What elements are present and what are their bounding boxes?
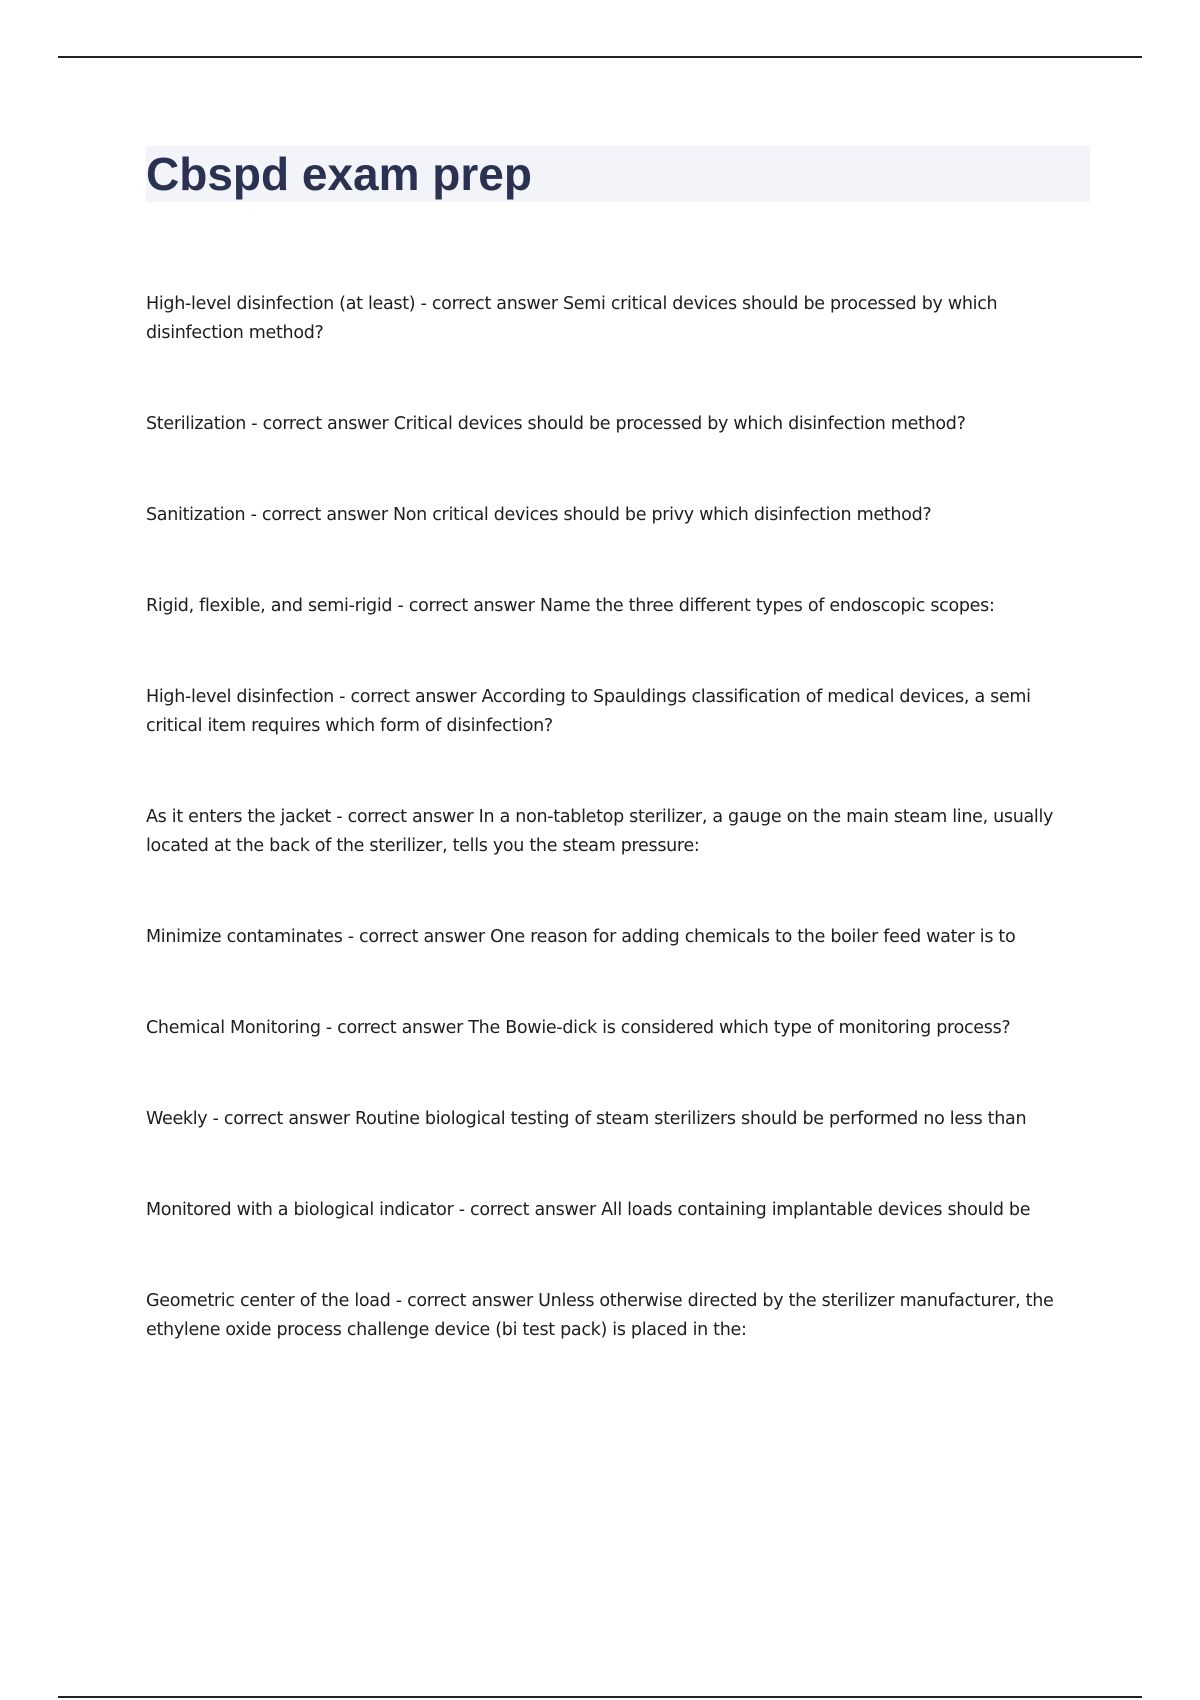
bottom-rule xyxy=(58,1696,1142,1698)
qa-item: High-level disinfection - correct answer According to Spauldings classification of medical devices, a semi critical item requires which form of disinfection? xyxy=(146,687,1031,736)
qa-item: Chemical Monitoring - correct answer The Bowie-dick is considered which type of monitoring process? xyxy=(146,1018,1011,1038)
top-rule xyxy=(58,56,1142,58)
qa-item: Rigid, flexible, and semi-rigid - correct answer Name the three different types of endoscopic scopes: xyxy=(146,596,995,616)
qa-item: Geometric center of the load - correct answer Unless otherwise directed by the sterilizer manufacturer, the ethylene oxide process challenge device (bi test pack) is placed in the: xyxy=(146,1291,1054,1340)
qa-item: Weekly - correct answer Routine biological testing of steam sterilizers should be performed no less than xyxy=(146,1109,1027,1129)
document-title: Cbspd exam prep xyxy=(146,148,532,200)
qa-item: Minimize contaminates - correct answer One reason for adding chemicals to the boiler feed water is to xyxy=(146,927,1016,947)
qa-item: Monitored with a biological indicator - correct answer All loads containing implantable devices should be xyxy=(146,1200,1031,1220)
qa-item: Sterilization - correct answer Critical devices should be processed by which disinfection method? xyxy=(146,414,966,434)
qa-item: Sanitization - correct answer Non critical devices should be privy which disinfection method? xyxy=(146,505,932,525)
qa-item: High-level disinfection (at least) - correct answer Semi critical devices should be processed by which disinfection method? xyxy=(146,294,998,343)
qa-item: As it enters the jacket - correct answer In a non-tabletop sterilizer, a gauge on the main steam line, usually located at the back of the sterilizer, tells you the steam pressure: xyxy=(146,807,1054,856)
question-answer-list xyxy=(146,290,1090,1407)
